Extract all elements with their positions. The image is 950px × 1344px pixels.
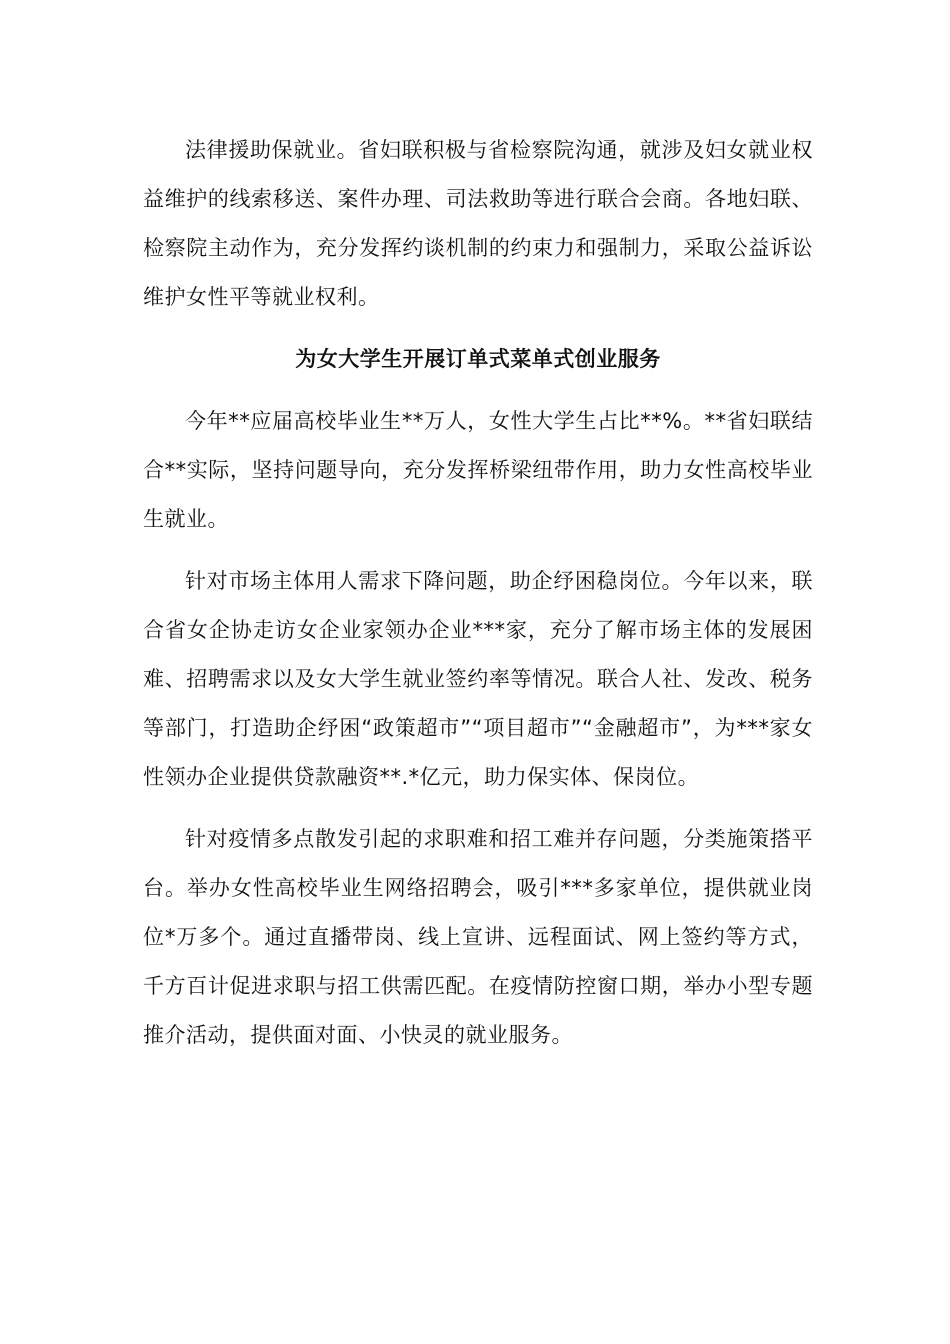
- paragraph-legal-aid: 法律援助保就业。省妇联积极与省检察院沟通，就涉及妇女就业权益维护的线索移送、案件办理、司法救助等进行联合会商。各地妇联、检察院主动作为，充分发挥约谈机制的约束力和强制力，采取公益诉讼维护女性平等就业权利。: [143, 138, 813, 309]
- paragraph-graduates-overview: 今年**应届高校毕业生**万人，女性大学生占比**%。**省妇联结合**实际，坚持问题导向，充分发挥桥梁纽带作用，助力女性高校毕业生就业。: [143, 409, 813, 531]
- section-heading: 为女大学生开展订单式菜单式创业服务: [295, 347, 661, 371]
- paragraph-enterprise-support: 针对市场主体用人需求下降问题，助企纾困稳岗位。今年以来，联合省女企协走访女企业家领办企业***家，充分了解市场主体的发展困难、招聘需求以及女大学生就业签约率等情况。联合人社、发改、税务等部门，打造助企纾困“政策超市”“项目超市”“金融超市”，为***家女性领办企业提供贷款融资**.*亿元，助力保实体、保岗位。: [143, 569, 813, 789]
- paragraph-recruitment-platform: 针对疫情多点散发引起的求职难和招工难并存问题，分类施策搭平台。举办女性高校毕业生网络招聘会，吸引***多家单位，提供就业岗位*万多个。通过直播带岗、线上宣讲、远程面试、网上签约等方式，千方百计促进求职与招工供需匹配。在疫情防控窗口期，举办小型专题推介活动，提供面对面、小快灵的就业服务。: [143, 827, 813, 1047]
- document-body: [143, 126, 813, 1060]
